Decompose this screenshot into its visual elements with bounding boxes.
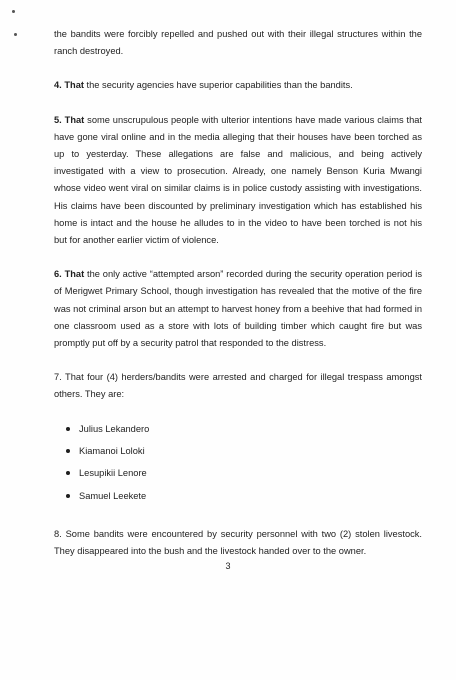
page-number: 3 <box>225 561 231 571</box>
scan-speck <box>12 10 15 13</box>
bullet-icon <box>66 449 70 453</box>
bullet-icon <box>66 427 70 431</box>
bullet-icon <box>66 471 70 475</box>
list-item: Lesupikii Lenore <box>66 462 422 484</box>
paragraph-5 <box>54 112 422 250</box>
arrested-list <box>54 418 422 508</box>
paragraph-8: 8. Some bandits were encountered by security personnel with two (2) stolen livestock. They disappeared into the bush and the livestock handed over to the owner. <box>54 529 422 557</box>
scan-speck <box>14 33 17 36</box>
document-body <box>54 26 422 578</box>
paragraph-6 <box>54 266 422 352</box>
paragraph-text: the only active “attempted arson” recorded during the security operation period is of Merigwet Primary School, though investigation has revealed that the motive of the fire was not criminal arson but an attempt to harvest honey from a beehive that had formed in one classroom used as a store with lots of building timber which caught fire but was promptly put off by a security patrol that responded to the distress. <box>54 269 423 349</box>
list-item: Kiamanoi Loloki <box>66 440 422 462</box>
paragraph-lead: 5. That <box>54 114 85 125</box>
paragraph-lead: 4. That <box>54 80 84 91</box>
paragraph-7: 7. That four (4) herders/bandits were arrested and charged for illegal trespass amongst others. They are: <box>54 372 422 400</box>
paragraph-text: some unscrupulous people with ulterior intentions have made various claims that have gone viral online and in the media alleging that their houses have been torched as up to yesterday. These allegations are false and malicious, and being actively investigated with a view to prosecution. Already, one namely Benson Kuria Mwangi whose video went viral on similar claims is in police custody assisting with investigations. His claims have been discounted by preliminary investigation which has established his home is intact and the house he alludes to in the video to have been torched is not his but for another earlier victim of violence. <box>54 114 422 246</box>
list-item: Samuel Leekete <box>66 485 422 507</box>
paragraph-3-continuation: the bandits were forcibly repelled and pushed out with their illegal structures within the ranch destroyed. <box>54 29 422 57</box>
list-item: Julius Lekandero <box>66 418 422 440</box>
paragraph-lead: 6. That <box>54 269 85 280</box>
paragraph-text: the security agencies have superior capabilities than the bandits. <box>83 80 353 91</box>
bullet-icon <box>66 494 70 498</box>
paragraph-4 <box>54 77 422 94</box>
